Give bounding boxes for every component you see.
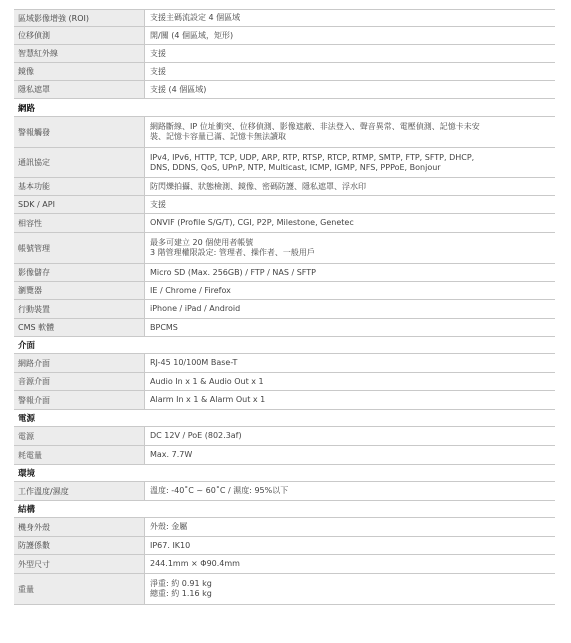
spec-table	[14, 9, 555, 605]
spec-value	[145, 63, 555, 80]
spec-label: 音源介面	[14, 373, 145, 390]
spec-row	[14, 27, 555, 45]
spec-value	[145, 446, 555, 464]
section-header: 網路	[14, 99, 555, 117]
spec-value-line: 溫度: -40˚C ~ 60˚C / 濕度: 95%以下	[150, 486, 289, 495]
spec-value	[145, 282, 555, 299]
spec-row	[14, 81, 555, 99]
spec-value-line: 淨重: 約 0.91 kg	[150, 579, 212, 588]
spec-value	[145, 178, 555, 195]
spec-label: 工作溫度/濕度	[14, 482, 145, 500]
spec-value-line: ONVIF (Profile S/G/T), CGI, P2P, Milestone, Genetec	[150, 218, 354, 227]
spec-row	[14, 319, 555, 337]
spec-label: 機身外殼	[14, 518, 145, 536]
spec-row	[14, 45, 555, 63]
spec-value	[145, 555, 555, 573]
section-header: 環境	[14, 465, 555, 482]
spec-value	[145, 196, 555, 213]
spec-value-line: 支援 (4 個區域)	[150, 84, 207, 94]
spec-label: 外型尺寸	[14, 555, 145, 573]
spec-value	[145, 300, 555, 318]
spec-label: 警報介面	[14, 391, 145, 409]
spec-value-line: BPCMS	[150, 322, 178, 332]
spec-row	[14, 117, 555, 148]
spec-value	[145, 10, 555, 26]
spec-row	[14, 178, 555, 196]
spec-row	[14, 427, 555, 446]
spec-value-line: 3 階管理權限設定: 管理者、操作者、一般用戶	[150, 248, 315, 257]
spec-value	[145, 537, 555, 554]
spec-value-line: DC 12V / PoE (802.3af)	[150, 431, 242, 440]
spec-label: 通訊協定	[14, 148, 145, 177]
spec-value	[145, 117, 555, 147]
spec-value-line: 開/關 (4 個區域，矩形)	[150, 30, 234, 40]
spec-label: 網路介面	[14, 354, 145, 372]
spec-value	[145, 81, 555, 98]
spec-row	[14, 63, 555, 81]
spec-label: 鏡像	[14, 63, 145, 80]
spec-row	[14, 537, 555, 555]
spec-value	[145, 373, 555, 390]
spec-value	[145, 427, 555, 445]
spec-row	[14, 391, 555, 410]
spec-value	[145, 214, 555, 232]
spec-value	[145, 482, 555, 500]
spec-label: 區域影像增強 (ROI)	[14, 10, 145, 26]
spec-value-line: 最多可建立 20 個使用者帳號	[150, 238, 254, 247]
spec-label: 防護係數	[14, 537, 145, 554]
spec-value-line: RJ-45 10/100M Base-T	[150, 358, 238, 367]
spec-value-line: iPhone / iPad / Android	[150, 304, 241, 313]
spec-value-line: 支援	[150, 66, 166, 76]
spec-value-line: 總重: 約 1.16 kg	[150, 589, 212, 598]
spec-row	[14, 9, 555, 27]
spec-value	[145, 148, 555, 177]
spec-value-line: 裝、記憶卡容量已滿、記憶卡無法讀取	[150, 132, 286, 141]
spec-label: CMS 軟體	[14, 319, 145, 336]
spec-value	[145, 354, 555, 372]
spec-label: 帳號管理	[14, 233, 145, 263]
spec-value	[145, 45, 555, 62]
spec-value-line: 支援	[150, 199, 166, 209]
spec-value-line: IP67. IK10	[150, 540, 191, 550]
spec-label: 影像儲存	[14, 264, 145, 281]
spec-label: 行動裝置	[14, 300, 145, 318]
spec-value-line: 244.1mm × Φ90.4mm	[150, 559, 240, 568]
spec-value-line: Micro SD (Max. 256GB) / FTP / NAS / SFTP	[150, 267, 316, 277]
spec-value-line: 防閃爍拍攝、狀態檢測、鏡像、密碼防護、隱私遮罩、浮水印	[150, 181, 366, 191]
spec-value-line: Audio In x 1 & Audio Out x 1	[150, 376, 264, 386]
spec-label: 相容性	[14, 214, 145, 232]
spec-value-line: Alarm In x 1 & Alarm Out x 1	[150, 395, 266, 404]
spec-label: SDK / API	[14, 196, 145, 213]
spec-value	[145, 574, 555, 604]
spec-value-line: IE / Chrome / Firefox	[150, 285, 231, 295]
spec-value-line: 支援	[150, 48, 166, 58]
spec-row	[14, 214, 555, 233]
spec-label: 瀏覽器	[14, 282, 145, 299]
spec-value-line: 支援主碼流設定 4 個區域	[150, 13, 241, 22]
section-header: 結構	[14, 501, 555, 518]
section-header: 介面	[14, 337, 555, 354]
spec-row	[14, 148, 555, 178]
spec-value-line: 外殼: 金屬	[150, 522, 188, 531]
spec-row	[14, 555, 555, 574]
spec-label: 警報觸發	[14, 117, 145, 147]
spec-value	[145, 319, 555, 336]
section-header: 電源	[14, 410, 555, 427]
spec-label: 重量	[14, 574, 145, 604]
spec-label: 基本功能	[14, 178, 145, 195]
spec-label: 智慧紅外線	[14, 45, 145, 62]
spec-label: 位移偵測	[14, 27, 145, 44]
spec-label: 隱私遮罩	[14, 81, 145, 98]
spec-row	[14, 196, 555, 214]
spec-row	[14, 574, 555, 605]
spec-value-line: Max. 7.7W	[150, 450, 193, 459]
spec-row	[14, 518, 555, 537]
spec-value	[145, 27, 555, 44]
spec-value	[145, 233, 555, 263]
spec-value-line: 網路斷線、IP 位址衝突、位移偵測、影像遮蔽、非法登入、聲音異常、電壓偵測、記憶卡未安	[150, 122, 480, 131]
spec-label: 耗電量	[14, 446, 145, 464]
spec-row	[14, 446, 555, 465]
spec-row	[14, 233, 555, 264]
spec-value	[145, 518, 555, 536]
spec-row	[14, 300, 555, 319]
spec-row	[14, 373, 555, 391]
spec-row	[14, 482, 555, 501]
spec-row	[14, 264, 555, 282]
spec-value-line: IPv4, IPv6, HTTP, TCP, UDP, ARP, RTP, RTSP, RTCP, RTMP, SMTP, FTP, SFTP, DHCP,	[150, 152, 475, 162]
spec-label: 電源	[14, 427, 145, 445]
spec-value	[145, 264, 555, 281]
spec-value-line: DNS, DDNS, QoS, UPnP, NTP, Multicast, ICMP, IGMP, NFS, PPPoE, Bonjour	[150, 162, 441, 172]
spec-row	[14, 282, 555, 300]
spec-value	[145, 391, 555, 409]
spec-row	[14, 354, 555, 373]
